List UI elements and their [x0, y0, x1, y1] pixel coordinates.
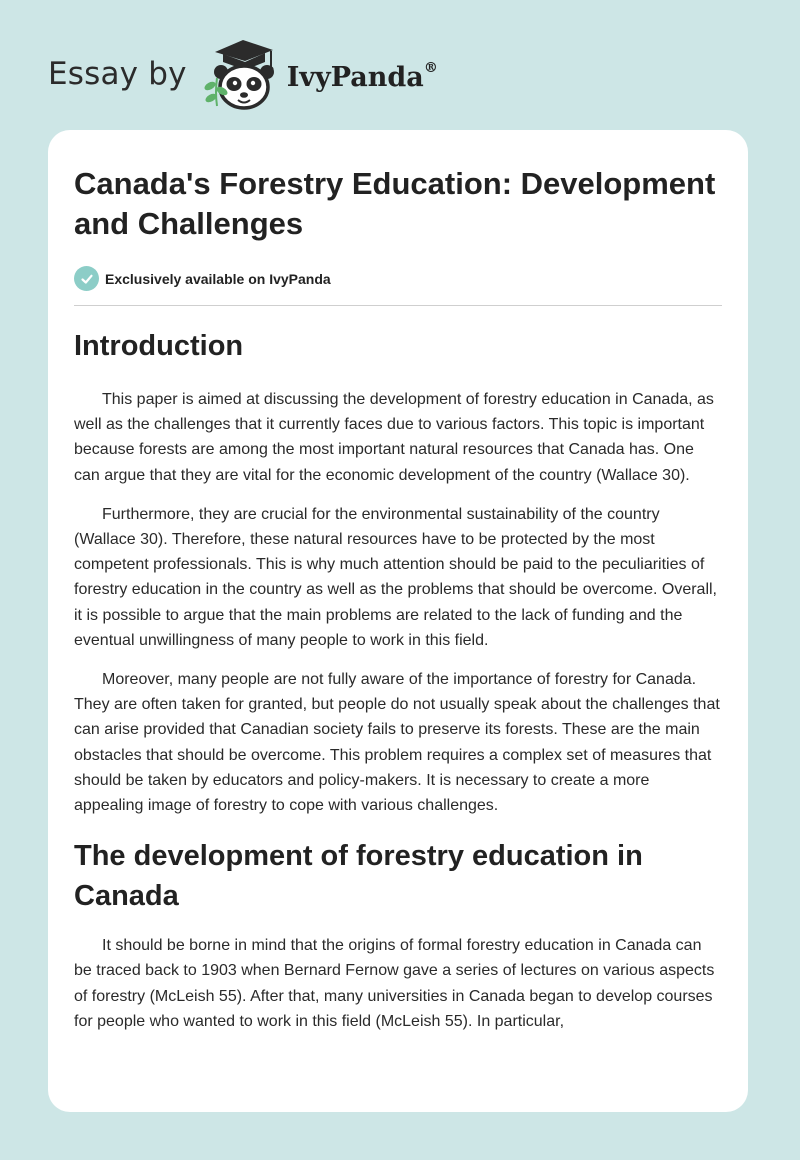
check-icon	[74, 266, 99, 291]
divider	[74, 305, 722, 306]
exclusive-badge	[74, 266, 722, 291]
essay-card	[48, 130, 748, 1112]
brand-name[interactable]	[286, 59, 438, 93]
paragraph: It should be borne in mind that the origins of formal forestry education in Canada can be traced back to 1903 when Bernard Fernow gave a series of lectures on various aspects of forestry (McLeish 55). After that, many universities in Canada began to develop courses for people who wanted to work in this field (McLeish 55). In particular,	[74, 937, 715, 1030]
section-heading-introduction: Introduction	[74, 330, 244, 362]
brand-text: IvyPanda	[286, 61, 424, 93]
section-heading-development: The development of forestry education in Canada	[74, 840, 643, 913]
paragraph: This paper is aimed at discussing the development of forestry education in Canada, as well as the challenges that it currently faces due to various factors. This topic is important because forests are among the most important natural resources that Canada has. One can argue that they are vital for the economic development of the country (Wallace 30).	[74, 391, 714, 484]
paragraph: Moreover, many people are not fully aware of the importance of forestry for Canada. They are often taken for granted, but people do not usually speak about the challenges that can arise provided that Canadian society fails to preserve its forests. These are the main obstacles that should be overcome. This problem requires a complex set of measures that should be taken by educators and policy-makers. It is necessary to create a more appealing image of forestry to cope with various challenges.	[74, 671, 720, 815]
page-title: Canada's Forestry Education: Development and Challenges	[74, 166, 716, 241]
site-header	[48, 34, 438, 114]
essay-content	[48, 130, 748, 1034]
panda-logo-icon[interactable]	[193, 34, 289, 114]
registered-mark: ®	[423, 59, 438, 76]
paragraph: Furthermore, they are crucial for the environmental sustainability of the country (Wallace 30). Therefore, these natural resources have to be protected by the most competent professionals. This is why much attention should be paid to the peculiarities of forestry education in the country as well as the problems that should be overcome. Overall, it is possible to argue that the main problems are related to the lack of funding and the eventual unwillingness of many people to work in this field.	[74, 505, 717, 649]
exclusive-badge-label: Exclusively available on IvyPanda	[105, 270, 331, 287]
essay-by-label: Essay by	[48, 56, 187, 92]
